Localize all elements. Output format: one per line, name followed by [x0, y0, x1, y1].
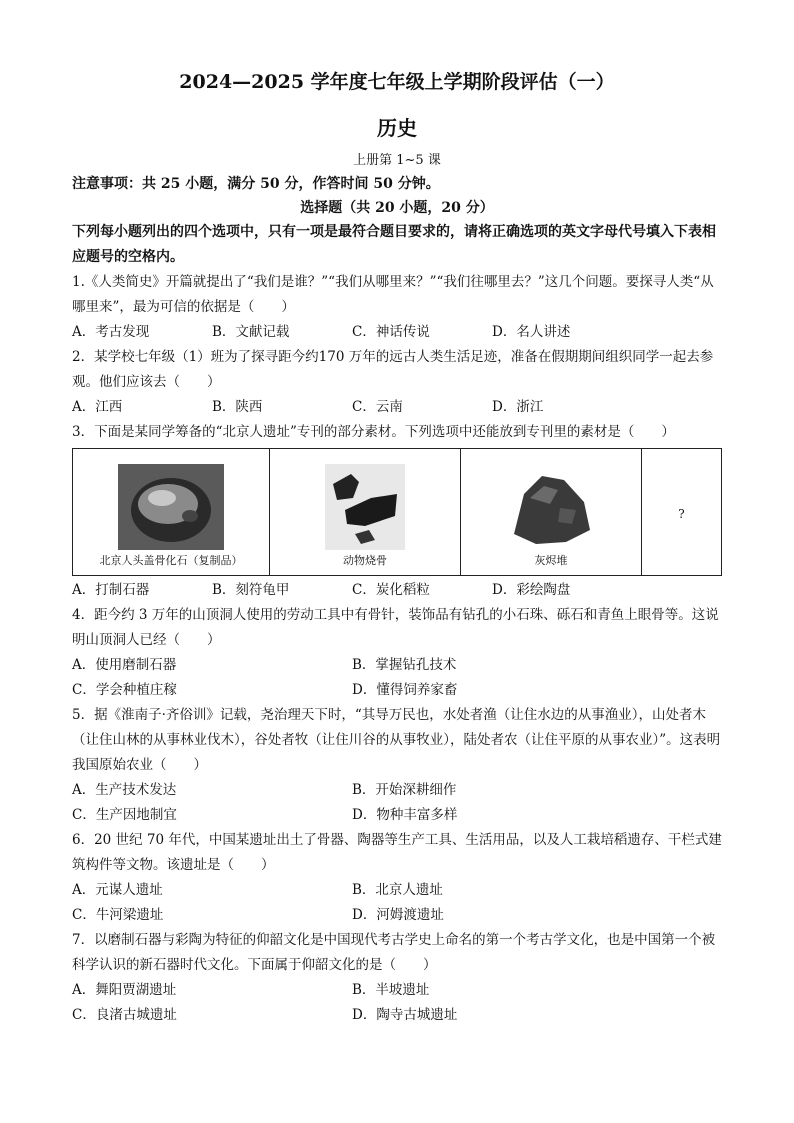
question-5 — [72, 703, 722, 828]
question-stem: 4．距今约 3 万年的山顶洞人使用的劳动工具中有骨针，装饰品有钻孔的小石珠、砾石和青鱼上眼骨等。这说明山顶洞人已经（ ） — [72, 607, 719, 648]
option-d[interactable]: D．河姆渡遗址 — [352, 907, 444, 923]
option-b[interactable]: B．北京人遗址 — [352, 882, 443, 898]
option-a[interactable]: A．元谋人遗址 — [72, 882, 163, 898]
options-row — [72, 803, 722, 828]
options-row — [72, 978, 722, 1003]
question-stem: 1.《人类简史》开篇就提出了“我们是谁？”“我们从哪里来？”“我们往哪里去？”这几个问题。要探寻人类“从哪里来”，最为可信的依据是（ ） — [72, 274, 714, 315]
material-table — [72, 448, 722, 576]
option-a[interactable]: A．考古发现 — [72, 324, 150, 340]
option-a[interactable]: A．江西 — [72, 399, 123, 415]
material-cell — [461, 449, 642, 576]
option-b[interactable]: B．掌握钻孔技术 — [352, 657, 457, 673]
option-c[interactable]: C．神话传说 — [352, 324, 430, 340]
skull-fossil-photo-icon — [118, 464, 224, 550]
burnt-bones-photo-icon — [325, 464, 405, 550]
options-row — [72, 578, 722, 603]
material-caption: 动物烧骨 — [343, 554, 387, 567]
material-caption: 灰烬堆 — [534, 554, 568, 567]
question-7 — [72, 928, 722, 1028]
option-d[interactable]: D．名人讲述 — [492, 324, 571, 340]
options-row — [72, 1003, 722, 1028]
instructions: 下列每小题列出的四个选项中，只有一项是最符合题目要求的，请将正确选项的英文字母代号填入下表相应题号的空格内。 — [72, 224, 716, 265]
option-d[interactable]: D．懂得饲养家畜 — [352, 682, 458, 698]
option-c[interactable]: C．生产因地制宜 — [72, 807, 177, 823]
question-stem: 5．据《淮南子·齐俗训》记载，尧治理天下时，“其导万民也，水处者渔（让住水边的从事渔业），山处者木（让住山林的从事林业伐木），谷处者牧（让住川谷的从事牧业），陆处者农（让住平原的从事农业）”。这表明我国原始农业（ ） — [72, 707, 721, 773]
scope-line: 上册第 1~5 课 — [353, 153, 441, 168]
option-a[interactable]: A．使用磨制石器 — [72, 657, 177, 673]
ash-pile-photo-icon — [506, 464, 596, 550]
options-row — [72, 903, 722, 928]
question-3 — [72, 420, 722, 603]
question-stem: 7．以磨制石器与彩陶为特征的仰韶文化是中国现代考古学史上命名的第一个考古学文化，也是中国第一个被科学认识的新石器时代文化。下面属于仰韶文化的是（ ） — [72, 932, 716, 973]
material-cell-unknown — [642, 449, 722, 576]
option-d[interactable]: D．彩绘陶盘 — [492, 582, 571, 598]
option-c[interactable]: C．学会种植庄稼 — [72, 682, 177, 698]
option-b[interactable]: B．文献记载 — [212, 324, 290, 340]
subject-title: 历史 — [377, 116, 417, 140]
options-row — [72, 778, 722, 803]
exam-page — [72, 68, 722, 1028]
question-stem: 3．下面是某同学筹备的“北京人遗址”专刊的部分素材。下列选项中还能放到专刊里的素材是（ ） — [72, 424, 675, 440]
option-d[interactable]: D．物种丰富多样 — [352, 807, 458, 823]
notice: 注意事项：共 25 小题，满分 50 分，作答时间 50 分钟。 — [72, 176, 440, 192]
option-c[interactable]: C．良渚古城遗址 — [72, 1007, 177, 1023]
options-row — [72, 395, 722, 420]
option-a[interactable]: A．生产技术发达 — [72, 782, 177, 798]
option-d[interactable]: D．浙江 — [492, 399, 544, 415]
question-1 — [72, 270, 722, 345]
options-row — [72, 320, 722, 345]
option-b[interactable]: B．陕西 — [212, 399, 263, 415]
option-a[interactable]: A．舞阳贾湖遗址 — [72, 982, 177, 998]
question-4 — [72, 603, 722, 703]
option-c[interactable]: C．云南 — [352, 399, 403, 415]
question-stem: 2．某学校七年级（1）班为了探寻距今约170 万年的远古人类生活足迹，准备在假期期间组织同学一起去参观。他们应该去（ ） — [72, 349, 714, 390]
material-cell — [73, 449, 270, 576]
section-heading: 选择题（共 20 小题，20 分） — [300, 200, 494, 216]
options-row — [72, 653, 722, 678]
material-cell — [270, 449, 461, 576]
question-6 — [72, 828, 722, 928]
option-d[interactable]: D．陶寺古城遗址 — [352, 1007, 458, 1023]
question-mark-icon: ? — [678, 506, 685, 521]
option-b[interactable]: B．半坡遗址 — [352, 982, 430, 998]
option-b[interactable]: B．刻符龟甲 — [212, 582, 290, 598]
exam-title: 2024—2025 学年度七年级上学期阶段评估（一） — [179, 71, 615, 93]
option-c[interactable]: C．牛河梁遗址 — [72, 907, 164, 923]
options-row — [72, 878, 722, 903]
option-b[interactable]: B．开始深耕细作 — [352, 782, 457, 798]
question-stem: 6．20 世纪 70 年代，中国某遗址出土了骨器、陶器等生产工具、生活用品，以及人工栽培稻遗存、干栏式建筑构件等文物。该遗址是（ ） — [72, 832, 722, 873]
option-a[interactable]: A．打制石器 — [72, 582, 150, 598]
option-c[interactable]: C．炭化稻粒 — [352, 582, 430, 598]
question-2 — [72, 345, 722, 420]
material-caption: 北京人头盖骨化石（复制品） — [99, 554, 243, 567]
options-row — [72, 678, 722, 703]
